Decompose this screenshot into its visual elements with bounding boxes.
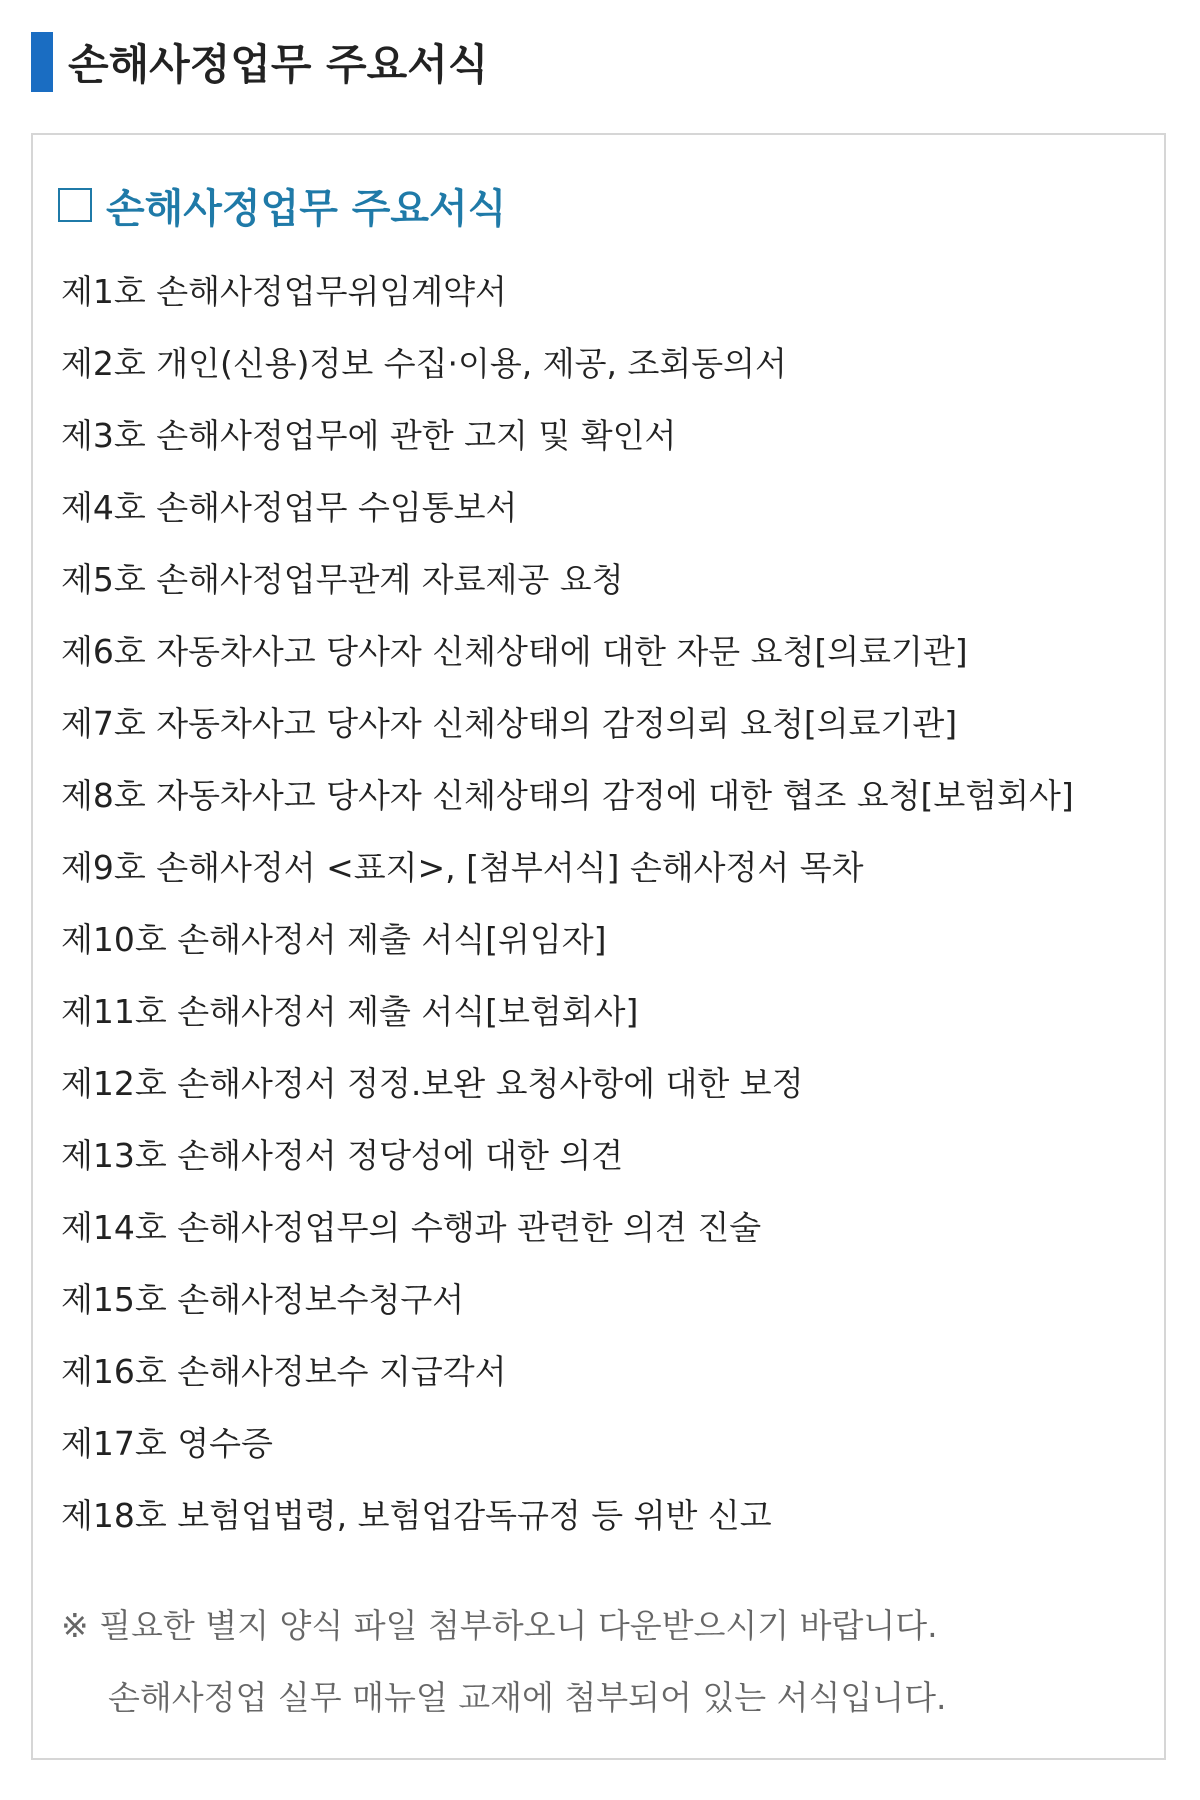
checkbox-icon bbox=[58, 188, 92, 222]
note-manual: 손해사정업 실무 매뉴얼 교재에 첨부되어 있는 서식입니다. bbox=[108, 1678, 947, 1717]
form-item[interactable]: 제15호 손해사정보수청구서 bbox=[61, 1280, 465, 1319]
note-download: ※ 필요한 별지 양식 파일 첨부하오니 다운받으시기 바랍니다. bbox=[61, 1606, 938, 1645]
form-item[interactable]: 제10호 손해사정서 제출 서식[위임자] bbox=[61, 920, 607, 959]
form-item[interactable]: 제7호 자동차사고 당사자 신체상태의 감정의뢰 요청[의료기관] bbox=[61, 704, 958, 743]
forms-panel bbox=[31, 133, 1166, 1760]
form-item[interactable]: 제17호 영수증 bbox=[61, 1424, 273, 1463]
download-notes bbox=[61, 1590, 947, 1734]
form-item[interactable]: 제1호 손해사정업무위임계약서 bbox=[61, 272, 507, 311]
form-item[interactable]: 제2호 개인(신용)정보 수집·이용, 제공, 조회동의서 bbox=[61, 344, 787, 383]
form-item[interactable]: 제4호 손해사정업무 수임통보서 bbox=[61, 488, 518, 527]
form-item[interactable]: 제12호 손해사정서 정정.보완 요청사항에 대한 보정 bbox=[61, 1064, 804, 1103]
form-item[interactable]: 제13호 손해사정서 정당성에 대한 의견 bbox=[61, 1136, 624, 1175]
form-item[interactable]: 제9호 손해사정서 <표지>, [첨부서식] 손해사정서 목차 bbox=[61, 848, 864, 887]
panel-heading-text: 손해사정업무 주요서식 bbox=[106, 185, 507, 232]
page-header bbox=[31, 32, 488, 92]
form-item[interactable]: 제3호 손해사정업무에 관한 고지 및 확인서 bbox=[61, 416, 677, 455]
form-list bbox=[61, 256, 1074, 1552]
form-item[interactable]: 제16호 손해사정보수 지급각서 bbox=[61, 1352, 507, 1391]
form-item[interactable]: 제18호 보험업법령, 보험업감독규정 등 위반 신고 bbox=[61, 1496, 772, 1535]
page-title: 손해사정업무 주요서식 bbox=[68, 40, 489, 89]
form-item[interactable]: 제6호 자동차사고 당사자 신체상태에 대한 자문 요청[의료기관] bbox=[61, 632, 968, 671]
title-bar-icon bbox=[31, 32, 53, 92]
form-item[interactable]: 제11호 손해사정서 제출 서식[보험회사] bbox=[61, 992, 639, 1031]
form-item[interactable]: 제14호 손해사정업무의 수행과 관련한 의견 진술 bbox=[61, 1208, 762, 1247]
panel-heading bbox=[58, 177, 506, 233]
form-item[interactable]: 제5호 손해사정업무관계 자료제공 요청 bbox=[61, 560, 624, 599]
form-item[interactable]: 제8호 자동차사고 당사자 신체상태의 감정에 대한 협조 요청[보험회사] bbox=[61, 776, 1074, 815]
